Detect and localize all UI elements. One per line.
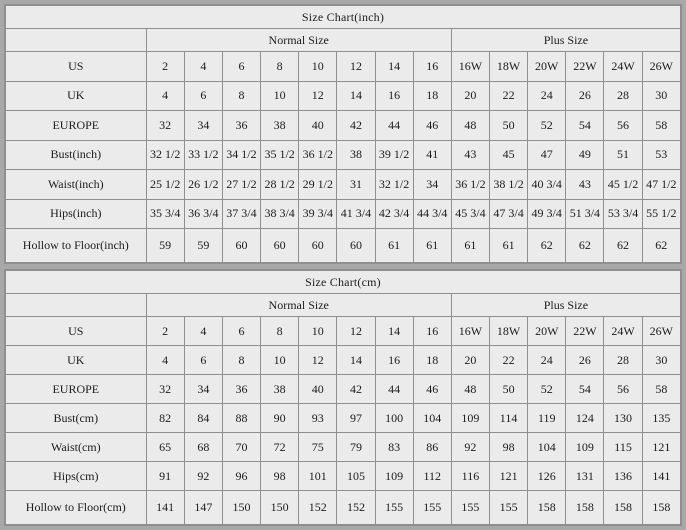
- cell: 14: [375, 317, 413, 346]
- cell: 39 1/2: [375, 140, 413, 170]
- cell: 42: [337, 111, 375, 141]
- cell: 8: [261, 52, 299, 82]
- size-table-cm: [5, 270, 681, 525]
- cell: 4: [146, 346, 184, 375]
- cell: 158: [566, 491, 604, 525]
- cell: 158: [528, 491, 566, 525]
- cell: 53: [642, 140, 680, 170]
- cell: 4: [184, 52, 222, 82]
- table-row: [6, 317, 681, 346]
- cell: 152: [299, 491, 337, 525]
- cell: 38: [261, 111, 299, 141]
- cell: 36 1/2: [451, 170, 489, 200]
- cell: 44: [375, 375, 413, 404]
- table-title-row: [6, 271, 681, 294]
- cell: 10: [299, 317, 337, 346]
- cell: 20: [451, 81, 489, 111]
- cell: 12: [299, 346, 337, 375]
- row-header: US: [6, 317, 147, 346]
- corner-cell: [6, 294, 147, 317]
- cell: 158: [604, 491, 642, 525]
- group-header-normal: Normal Size: [146, 294, 451, 317]
- cell: 61: [489, 229, 527, 263]
- cell: 121: [642, 433, 680, 462]
- cell: 24W: [604, 52, 642, 82]
- row-header: Bust(inch): [6, 140, 147, 170]
- cell: 10: [261, 81, 299, 111]
- table-row: [6, 229, 681, 263]
- cell: 8: [261, 317, 299, 346]
- cell: 14: [337, 81, 375, 111]
- cell: 42: [337, 375, 375, 404]
- cell: 18W: [489, 52, 527, 82]
- cell: 47 1/2: [642, 170, 680, 200]
- cell: 105: [337, 462, 375, 491]
- cell: 150: [222, 491, 260, 525]
- table-row: [6, 404, 681, 433]
- cell: 158: [642, 491, 680, 525]
- cell: 30: [642, 81, 680, 111]
- cell: 136: [604, 462, 642, 491]
- cell: 60: [222, 229, 260, 263]
- cell: 26W: [642, 317, 680, 346]
- cell: 42 3/4: [375, 199, 413, 229]
- cell: 84: [184, 404, 222, 433]
- cell: 32: [146, 111, 184, 141]
- cell: 116: [451, 462, 489, 491]
- row-header: Hollow to Floor(inch): [6, 229, 147, 263]
- row-header: EUROPE: [6, 375, 147, 404]
- cell: 59: [184, 229, 222, 263]
- cell: 121: [490, 462, 528, 491]
- cell: 40: [299, 375, 337, 404]
- cell: 28: [604, 346, 642, 375]
- cell: 58: [642, 111, 680, 141]
- cell: 34: [184, 111, 222, 141]
- cell: 104: [413, 404, 451, 433]
- cell: 56: [604, 111, 642, 141]
- cell: 12: [337, 317, 375, 346]
- cell: 40: [299, 111, 337, 141]
- table-row: [6, 375, 681, 404]
- group-header-plus: Plus Size: [451, 29, 680, 52]
- cell: 79: [337, 433, 375, 462]
- cell: 34: [184, 375, 222, 404]
- cell: 20W: [528, 317, 566, 346]
- cell: 60: [299, 229, 337, 263]
- row-header: Waist(cm): [6, 433, 147, 462]
- cell: 50: [489, 111, 527, 141]
- cell: 130: [604, 404, 642, 433]
- cell: 32 1/2: [375, 170, 413, 200]
- cell: 38: [261, 375, 299, 404]
- cell: 4: [146, 81, 184, 111]
- cell: 35 1/2: [261, 140, 299, 170]
- cell: 53 3/4: [604, 199, 642, 229]
- table-row: [6, 346, 681, 375]
- cell: 96: [222, 462, 260, 491]
- table-row: [6, 433, 681, 462]
- corner-cell: [6, 29, 147, 52]
- cell: 34: [413, 170, 451, 200]
- cell: 52: [528, 375, 566, 404]
- chart-title: Size Chart(inch): [6, 6, 681, 29]
- table-row: [6, 52, 681, 82]
- cell: 22: [490, 346, 528, 375]
- cell: 24: [528, 346, 566, 375]
- cell: 101: [299, 462, 337, 491]
- cell: 51 3/4: [566, 199, 604, 229]
- cell: 2: [146, 317, 184, 346]
- cell: 34 1/2: [222, 140, 260, 170]
- cell: 16W: [451, 317, 489, 346]
- cell: 92: [451, 433, 489, 462]
- cell: 2: [146, 52, 184, 82]
- cell: 36: [222, 111, 260, 141]
- cell: 147: [184, 491, 222, 525]
- cell: 46: [413, 375, 451, 404]
- cell: 8: [222, 346, 260, 375]
- cell: 114: [490, 404, 528, 433]
- cell: 20W: [528, 52, 566, 82]
- cell: 75: [299, 433, 337, 462]
- cell: 16: [413, 52, 451, 82]
- row-header: Hollow to Floor(cm): [6, 491, 147, 525]
- cell: 18W: [490, 317, 528, 346]
- group-header-plus: Plus Size: [451, 294, 680, 317]
- cell: 60: [261, 229, 299, 263]
- table-row: [6, 81, 681, 111]
- cell: 97: [337, 404, 375, 433]
- cell: 91: [146, 462, 184, 491]
- cell: 141: [146, 491, 184, 525]
- table-group-row: [6, 294, 681, 317]
- cell: 55 1/2: [642, 199, 680, 229]
- size-table-inch: [5, 5, 681, 263]
- cell: 39 3/4: [299, 199, 337, 229]
- cell: 100: [375, 404, 413, 433]
- cell: 68: [184, 433, 222, 462]
- cell: 72: [261, 433, 299, 462]
- cell: 10: [299, 52, 337, 82]
- cell: 150: [261, 491, 299, 525]
- cell: 93: [299, 404, 337, 433]
- cell: 92: [184, 462, 222, 491]
- cell: 43: [451, 140, 489, 170]
- cell: 56: [604, 375, 642, 404]
- cell: 28 1/2: [261, 170, 299, 200]
- cell: 52: [528, 111, 566, 141]
- cell: 41 3/4: [337, 199, 375, 229]
- cell: 40 3/4: [528, 170, 566, 200]
- cell: 37 3/4: [222, 199, 260, 229]
- cell: 6: [184, 81, 222, 111]
- cell: 16: [375, 346, 413, 375]
- cell: 38 1/2: [489, 170, 527, 200]
- cell: 131: [566, 462, 604, 491]
- cell: 38: [337, 140, 375, 170]
- cell: 88: [222, 404, 260, 433]
- table-row: [6, 199, 681, 229]
- cell: 12: [337, 52, 375, 82]
- cell: 61: [451, 229, 489, 263]
- table-row: [6, 170, 681, 200]
- cell: 27 1/2: [222, 170, 260, 200]
- cell: 46: [413, 111, 451, 141]
- cell: 126: [528, 462, 566, 491]
- chart-title: Size Chart(cm): [6, 271, 681, 294]
- cell: 24: [528, 81, 566, 111]
- cell: 35 3/4: [146, 199, 184, 229]
- cell: 6: [184, 346, 222, 375]
- cell: 47: [528, 140, 566, 170]
- cell: 26: [566, 346, 604, 375]
- cell: 38 3/4: [261, 199, 299, 229]
- table-group-row: [6, 29, 681, 52]
- cell: 43: [566, 170, 604, 200]
- cell: 32 1/2: [146, 140, 184, 170]
- cell: 60: [337, 229, 375, 263]
- cell: 16: [375, 81, 413, 111]
- row-header: Waist(inch): [6, 170, 147, 200]
- row-header: US: [6, 52, 147, 82]
- cell: 26W: [642, 52, 680, 82]
- cell: 62: [566, 229, 604, 263]
- cell: 14: [337, 346, 375, 375]
- cell: 29 1/2: [299, 170, 337, 200]
- cell: 16: [413, 317, 451, 346]
- group-header-normal: Normal Size: [146, 29, 451, 52]
- cell: 18: [413, 81, 451, 111]
- cell: 50: [490, 375, 528, 404]
- cell: 20: [451, 346, 489, 375]
- cell: 155: [490, 491, 528, 525]
- cell: 41: [413, 140, 451, 170]
- row-header: Hips(cm): [6, 462, 147, 491]
- cell: 104: [528, 433, 566, 462]
- cell: 70: [222, 433, 260, 462]
- cell: 6: [222, 52, 260, 82]
- table-row: [6, 111, 681, 141]
- cell: 4: [184, 317, 222, 346]
- cell: 90: [261, 404, 299, 433]
- cell: 12: [299, 81, 337, 111]
- size-chart-inch: [4, 4, 682, 264]
- cell: 58: [642, 375, 680, 404]
- cell: 109: [375, 462, 413, 491]
- cell: 62: [528, 229, 566, 263]
- cell: 115: [604, 433, 642, 462]
- cell: 45: [489, 140, 527, 170]
- cell: 24W: [604, 317, 642, 346]
- cell: 86: [413, 433, 451, 462]
- cell: 18: [413, 346, 451, 375]
- cell: 8: [222, 81, 260, 111]
- cell: 83: [375, 433, 413, 462]
- cell: 22W: [566, 317, 604, 346]
- cell: 51: [604, 140, 642, 170]
- cell: 61: [375, 229, 413, 263]
- row-header: EUROPE: [6, 111, 147, 141]
- cell: 62: [642, 229, 680, 263]
- cell: 16W: [451, 52, 489, 82]
- cell: 82: [146, 404, 184, 433]
- cell: 22: [489, 81, 527, 111]
- row-header: Bust(cm): [6, 404, 147, 433]
- cell: 47 3/4: [489, 199, 527, 229]
- cell: 45 3/4: [451, 199, 489, 229]
- cell: 54: [566, 111, 604, 141]
- cell: 98: [490, 433, 528, 462]
- table-row: [6, 140, 681, 170]
- cell: 28: [604, 81, 642, 111]
- cell: 36 3/4: [184, 199, 222, 229]
- size-chart-cm: [4, 269, 682, 526]
- cell: 65: [146, 433, 184, 462]
- cell: 124: [566, 404, 604, 433]
- cell: 10: [261, 346, 299, 375]
- cell: 49 3/4: [528, 199, 566, 229]
- cell: 30: [642, 346, 680, 375]
- row-header: Hips(inch): [6, 199, 147, 229]
- cell: 44: [375, 111, 413, 141]
- cell: 61: [413, 229, 451, 263]
- cell: 36 1/2: [299, 140, 337, 170]
- cell: 31: [337, 170, 375, 200]
- cell: 155: [375, 491, 413, 525]
- cell: 98: [261, 462, 299, 491]
- cell: 33 1/2: [184, 140, 222, 170]
- cell: 141: [642, 462, 680, 491]
- cell: 48: [451, 375, 489, 404]
- cell: 152: [337, 491, 375, 525]
- cell: 6: [222, 317, 260, 346]
- cell: 32: [146, 375, 184, 404]
- cell: 36: [222, 375, 260, 404]
- cell: 155: [413, 491, 451, 525]
- cell: 119: [528, 404, 566, 433]
- cell: 26 1/2: [184, 170, 222, 200]
- row-header: UK: [6, 346, 147, 375]
- cell: 59: [146, 229, 184, 263]
- cell: 14: [375, 52, 413, 82]
- cell: 109: [566, 433, 604, 462]
- cell: 25 1/2: [146, 170, 184, 200]
- cell: 62: [604, 229, 642, 263]
- cell: 48: [451, 111, 489, 141]
- cell: 26: [566, 81, 604, 111]
- cell: 22W: [566, 52, 604, 82]
- row-header: UK: [6, 81, 147, 111]
- table-row: [6, 462, 681, 491]
- cell: 44 3/4: [413, 199, 451, 229]
- cell: 135: [642, 404, 680, 433]
- cell: 112: [413, 462, 451, 491]
- table-title-row: [6, 6, 681, 29]
- cell: 155: [451, 491, 489, 525]
- cell: 45 1/2: [604, 170, 642, 200]
- cell: 49: [566, 140, 604, 170]
- table-row: [6, 491, 681, 525]
- cell: 54: [566, 375, 604, 404]
- cell: 109: [451, 404, 489, 433]
